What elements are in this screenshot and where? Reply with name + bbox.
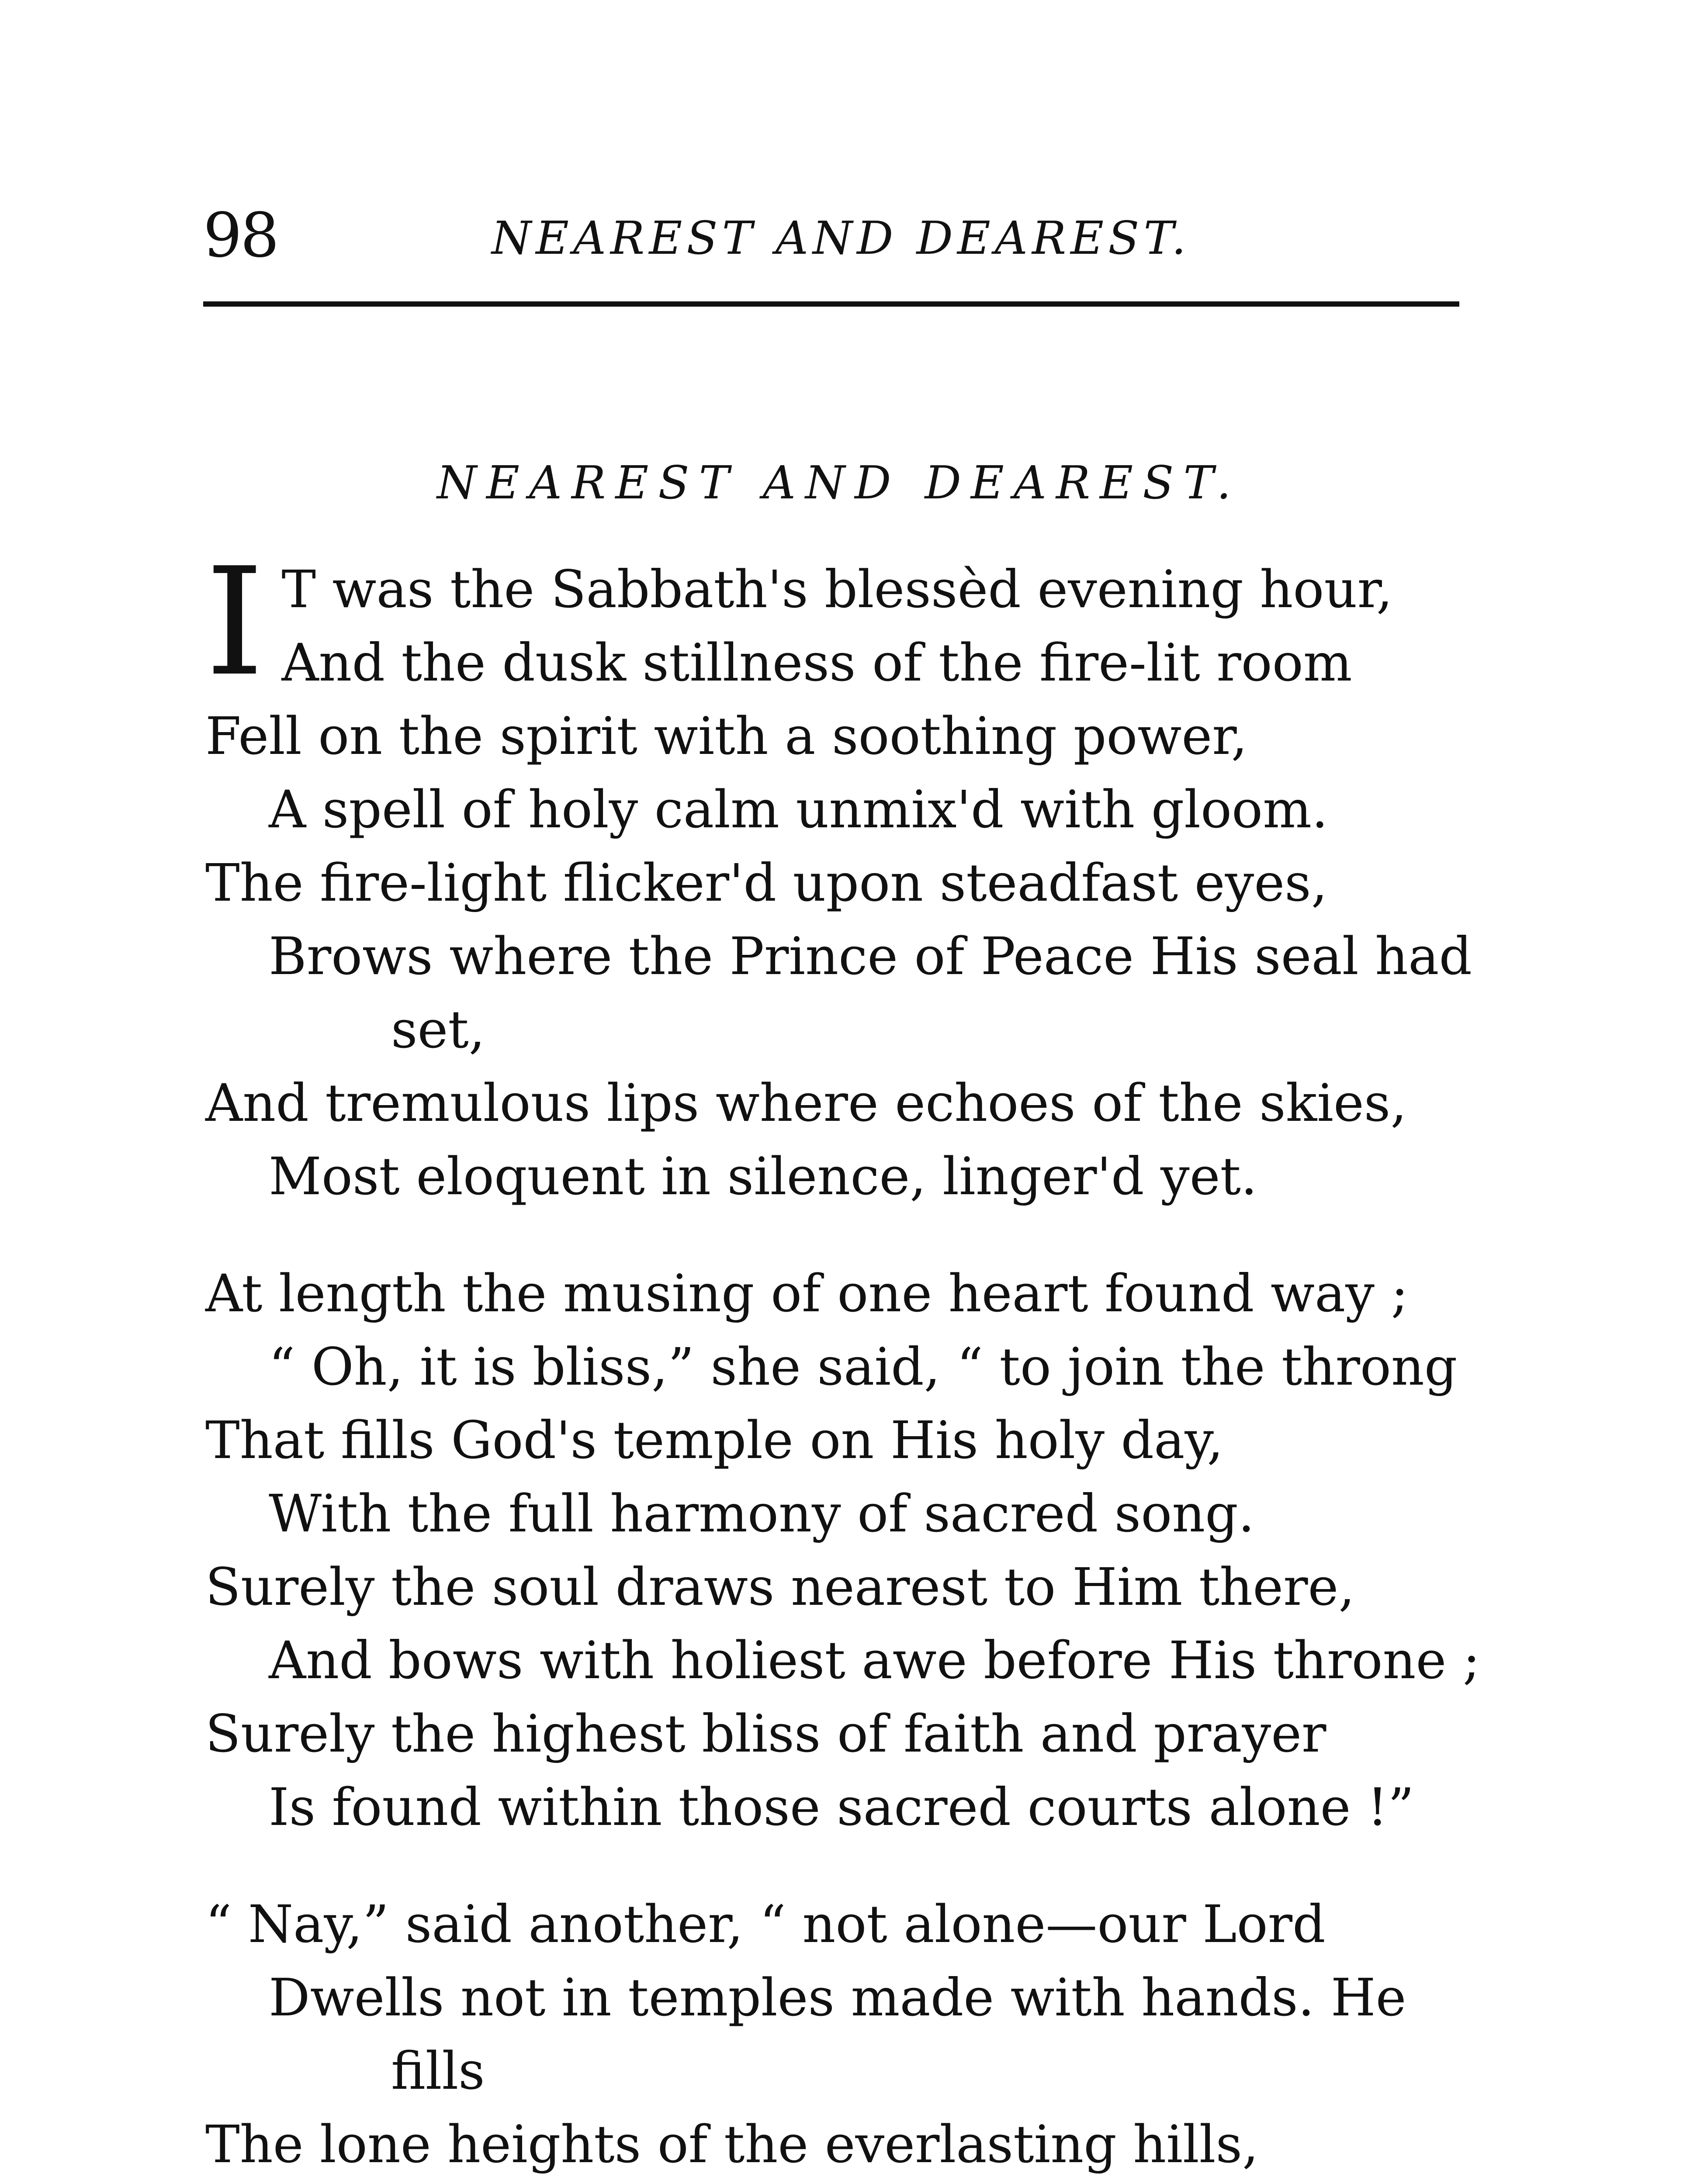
poem-line: The lone heights of the everlasting hills, (205, 2114, 1259, 2174)
poem-body (205, 536, 1560, 2184)
poem-line: “ Oh, it is bliss,” she said, “ to join the throng (269, 1337, 1458, 1397)
poem-line: Is found within those sacred courts alone !” (269, 1777, 1414, 1837)
poem-line: And the dusk stillness of the fire-lit room (281, 632, 1352, 693)
header-rule (203, 301, 1459, 307)
poem-line: Surely the highest bliss of faith and prayer (205, 1704, 1326, 1764)
poem-line: That fills God's temple on His holy day, (205, 1410, 1223, 1470)
poem-line: The fire-light flicker'd upon steadfast eyes, (205, 853, 1328, 913)
running-title: NEAREST AND DEAREST. (492, 211, 1191, 265)
page-number: 98 (203, 200, 278, 271)
poem-line: At length the musing of one heart found way ; (205, 1263, 1409, 1324)
poem-line: T was the Sabbath's blessèd evening hour, (281, 559, 1393, 619)
stanza-break (205, 1844, 1560, 1887)
poem-line: Fell on the spirit with a soothing power, (205, 706, 1248, 766)
poem-line: Brows where the Prince of Peace His seal had (269, 926, 1472, 986)
running-head (203, 192, 1457, 275)
drop-cap: I (205, 536, 264, 709)
poem-line-turnover: fills (391, 2041, 485, 2101)
poem-line: With the full harmony of sacred song. (269, 1483, 1255, 1544)
poem-line: “ Nay,” said another, “ not alone—our Lord (205, 1894, 1326, 1954)
poem-line: Most eloquent in silence, linger'd yet. (269, 1146, 1257, 1206)
poem-title: NEAREST AND DEAREST. (437, 456, 1241, 509)
poem-line: And tremulous lips where echoes of the skies, (205, 1073, 1407, 1133)
stanza-1-opening (205, 536, 1560, 709)
stanza-break (205, 1213, 1560, 1257)
poem-line: And bows with holiest awe before His throne ; (269, 1630, 1480, 1690)
poem-line: Surely the soul draws nearest to Him there, (205, 1557, 1355, 1617)
poem-line: A spell of holy calm unmix'd with gloom. (269, 779, 1328, 840)
poem-line (205, 2181, 1560, 2184)
poem-line-turnover: set, (391, 999, 485, 1060)
poem-line: Dwells not in temples made with hands. He (269, 1967, 1406, 2028)
